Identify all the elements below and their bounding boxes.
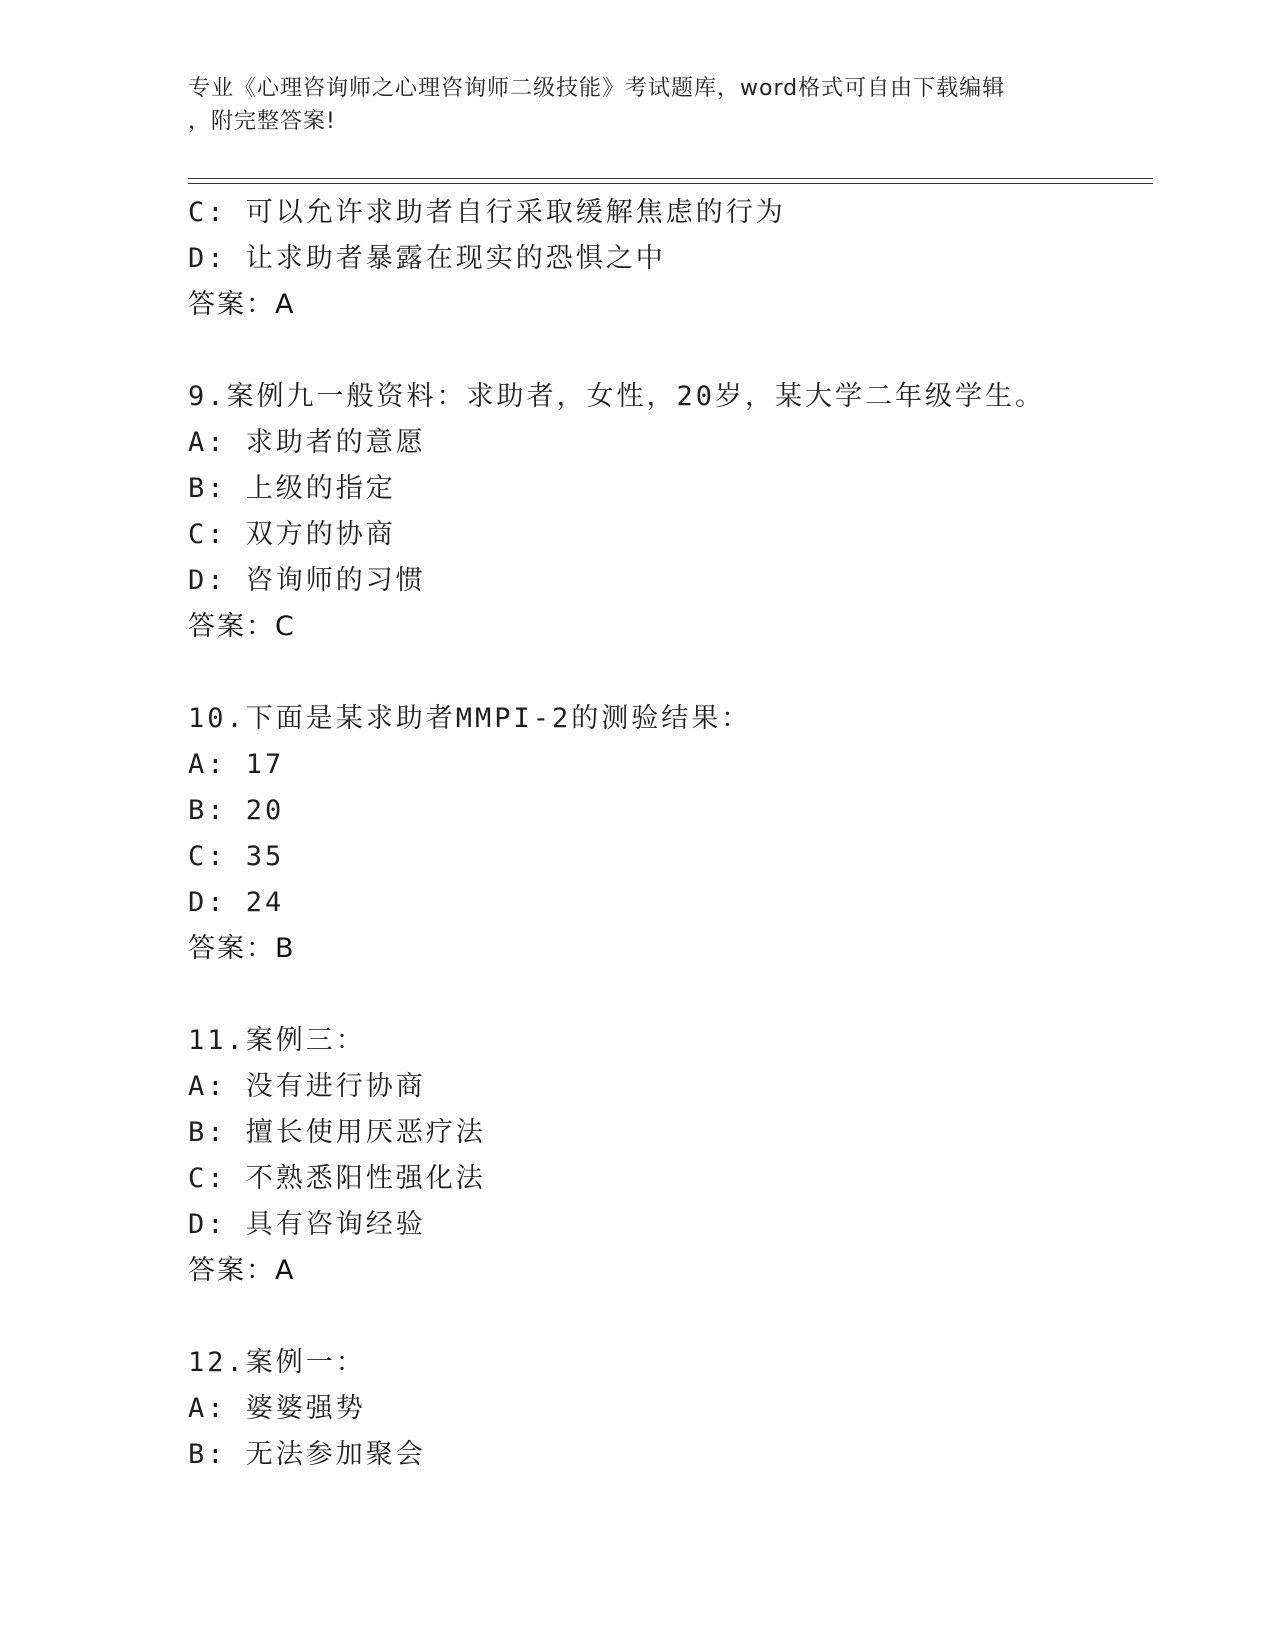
option-line: A: 求助者的意愿 <box>188 427 426 458</box>
option-line: B: 擅长使用厌恶疗法 <box>188 1117 486 1148</box>
option-line: C: 35 <box>188 841 285 872</box>
option-line: B: 上级的指定 <box>188 473 396 504</box>
answer-line: 答案：B <box>188 933 296 964</box>
option-line: C: 双方的协商 <box>188 519 396 550</box>
spacer <box>188 972 1148 1018</box>
option-line: D: 24 <box>188 887 285 918</box>
spacer <box>188 1294 1148 1340</box>
question-stem: 10.下面是某求助者MMPI-2的测验结果： <box>188 703 752 734</box>
option-line: D: 让求助者暴露在现实的恐惧之中 <box>188 243 666 274</box>
option-line: B: 20 <box>188 795 285 826</box>
option-line: A: 没有进行协商 <box>188 1071 426 1102</box>
question-stem: 11.案例三： <box>188 1025 366 1056</box>
answer-line: 答案：A <box>188 1255 296 1286</box>
option-line: A: 婆婆强势 <box>188 1393 366 1424</box>
option-line: A: 17 <box>188 749 285 780</box>
header-title-line-1: 专业《心理咨询师之心理咨询师二级技能》考试题库，word格式可自由下载编辑 <box>188 76 1006 101</box>
spacer <box>188 650 1148 696</box>
option-line: C: 不熟悉阳性强化法 <box>188 1163 486 1194</box>
option-line: D: 具有咨询经验 <box>188 1209 426 1240</box>
option-line: D: 咨询师的习惯 <box>188 565 426 596</box>
option-line: B: 无法参加聚会 <box>188 1439 426 1470</box>
spacer <box>188 328 1148 374</box>
header-divider <box>188 178 1153 184</box>
document-header <box>188 72 1088 138</box>
question-stem: 12.案例一： <box>188 1347 366 1378</box>
option-line: C: 可以允许求助者自行采取缓解焦虑的行为 <box>188 197 786 228</box>
question-list <box>188 190 1148 1478</box>
answer-line: 答案：A <box>188 289 296 320</box>
question-stem: 9.案例九一般资料：求助者，女性，20岁，某大学二年级学生。 <box>188 381 1046 412</box>
header-title-line-2: ，附完整答案! <box>188 109 336 134</box>
answer-line: 答案：C <box>188 611 296 642</box>
